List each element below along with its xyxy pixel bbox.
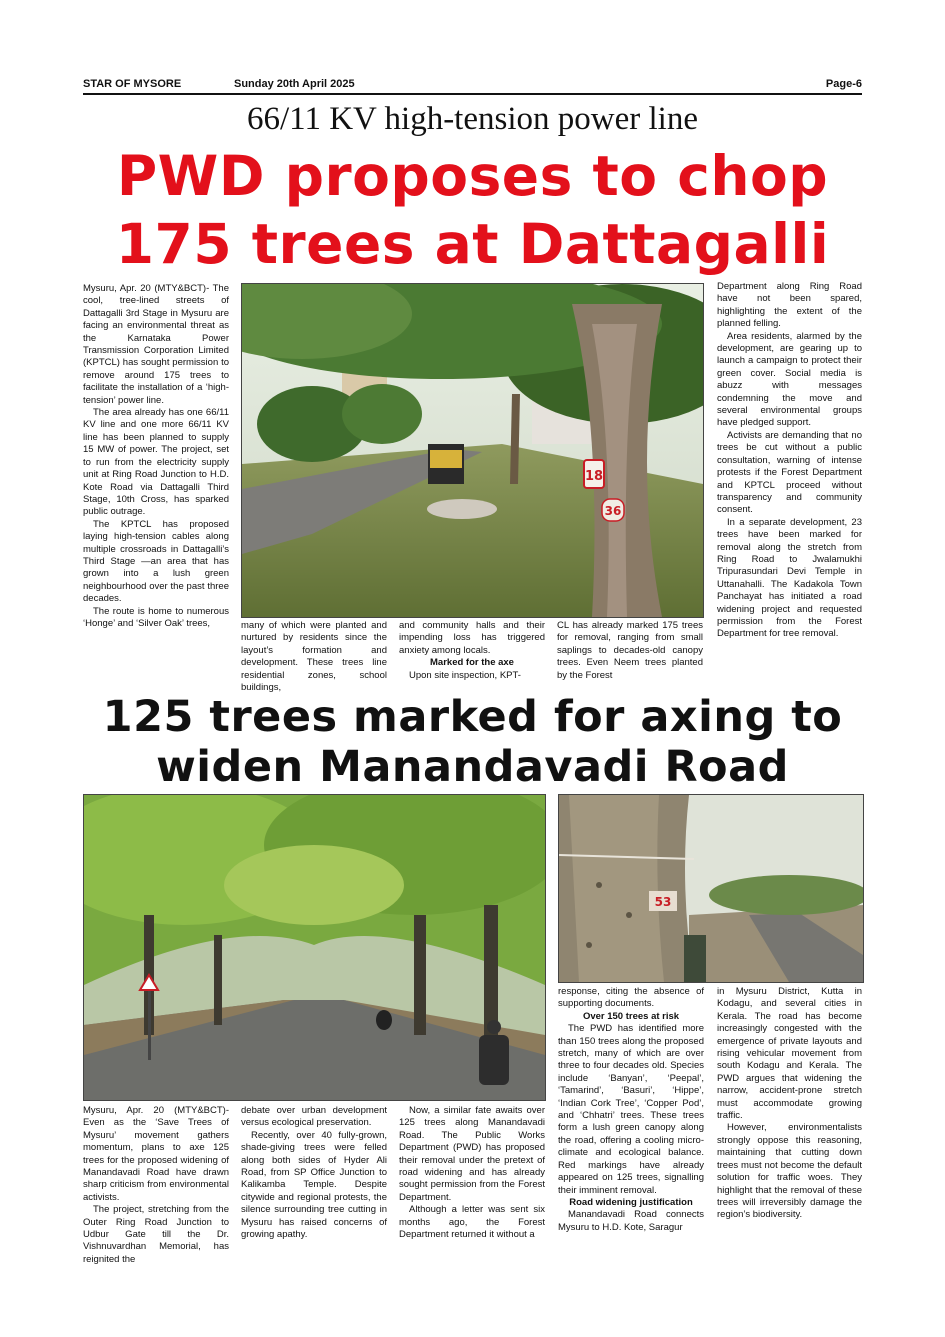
paragraph: CL has already marked 175 trees for removal, ranging from small saplings to decades-old canopy trees. Even Neem trees planted by the Forest: [557, 620, 703, 681]
paragraph: Mysuru, Apr. 20 (MTY&BCT)- Even as the ‘Save Trees of Mysuru’ movement gathers momentum, plans to axe 125 trees for the proposed widening of Manandavadi Road have drawn sharp criticism from environmental activists.: [83, 1105, 229, 1203]
story2-column-2: [241, 1105, 387, 1241]
story1-headline-line2: 175 trees at Dattagalli: [115, 212, 830, 276]
page-number: Page-6: [825, 78, 862, 90]
paragraph: Now, a similar fate awaits over 125 trees along Manandavadi Road. The Public Works Department (PWD) has proposed their removal under the pretext of road widening and has already sought permission from the Forest Department.: [399, 1105, 545, 1203]
paragraph: Manandavadi Road connects Mysuru to H.D. Kote, Saragur: [558, 1209, 704, 1233]
story2-column-5: [717, 986, 862, 1222]
story2-photo-marked-tree: [558, 794, 864, 983]
subheading: Over 150 trees at risk: [582, 1010, 680, 1022]
tree-tag-36: 36: [604, 504, 622, 518]
paragraph: The KPTCL has proposed laying high-tension cables along multiple crossroads in Dattagalli’s Third Stage —an area that has grown into a lush green neighbourhood over the past three decades.: [83, 518, 229, 605]
story2-column-1: [83, 1105, 229, 1266]
paragraph: Department along Ring Road have not been spared, highlighting the extent of the planned felling.: [717, 281, 862, 330]
paragraph: Recently, over 40 fully-grown, shade-giving trees were felled along both sides of Hyder Ali Road, from SP Office Junction to Kalikamba Temple. Despite citywide and regional protests, the silence surrounding tree cutting in Mysuru has raised concerns of growing apathy.: [241, 1129, 387, 1241]
story1-column-2: [241, 620, 387, 694]
paper-name: STAR OF MYSORE: [83, 78, 182, 90]
issue-date: Sunday 20th April 2025: [234, 78, 355, 90]
story1-kicker: 66/11 KV high-tension power line: [247, 101, 698, 137]
paragraph: many of which were planted and nurtured by residents since the layout’s formation and development. These trees line residential zones, school buildings,: [241, 620, 387, 694]
tree-tag-18: 18: [584, 469, 604, 484]
paragraph: However, environmentalists strongly oppose this reasoning, maintaining that cutting down trees must not become the default solution for traffic woes. They highlight that the removal of these trees will irreversibly damage the region’s biodiversity.: [717, 1122, 862, 1221]
story2-column-3: [399, 1105, 545, 1241]
story2-headline-line2: widen Manandavadi Road: [156, 742, 789, 792]
story1-column-5: [717, 281, 862, 641]
paragraph: Activists are demanding that no trees be cut without a public consultation, warning of intense protests if the Forest Department and KPTCL proceed without transparency and community consent.: [717, 429, 862, 516]
paragraph: Upon site inspection, KPT-: [409, 669, 521, 681]
subheading: Marked for the axe: [430, 657, 514, 669]
story2-photo-tree-canopy-road: [83, 794, 546, 1101]
paragraph: The area already has one 66/11 KV line and one more 66/11 KV line has been planned to supply 15 MW of power. The project, set to run from the electricity supply unit at Ring Road Junction to H.D. Kote Road via Dattagalli Third Stage, 10th Cross, has sparked public outrage.: [83, 407, 229, 518]
story1-photo-trees-marked: [241, 283, 704, 618]
story2-column-4: [558, 986, 704, 1234]
paragraph: In a separate development, 23 trees have been marked for removal along the stretch from Ring Road to Jwalamukhi Tripurasundari Devi Temple in Uttanahalli. The Kadakola Town Panchayat has initiated a road widening project and requested permission from the Forest Department for tree removal.: [717, 516, 862, 640]
story2-headline-line1: 125 trees marked for axing to: [102, 692, 843, 742]
tree-tag-53: 53: [654, 895, 672, 909]
paragraph: response, citing the absence of supporting documents.: [558, 986, 704, 1010]
paragraph: The project, stretching from the Outer Ring Road Junction to Udbur Gate till the Dr. Vishnuvardhan Memorial, has reignited the: [83, 1204, 229, 1265]
paragraph: debate over urban development versus ecological preservation.: [241, 1105, 387, 1129]
story1-column-4: [557, 620, 703, 682]
paragraph: in Mysuru District, Kutta in Kodagu, and several cities in Kerala. The road has become increasingly congested with the emergence of private layouts and rising vehicular movement from south Kodagu and Kerala. The PWD argues that widening the narrow, accident-prone stretch must accommodate growing traffic.: [717, 986, 862, 1122]
paragraph: Mysuru, Apr. 20 (MTY&BCT)- The cool, tree-lined streets of Dattagalli 3rd Stage in Mysuru are facing an environmental threat as the Karnataka Power Transmission Corporation Limited (KPTCL) has sought permission to remove around 175 trees to facilitate the installation of a ‘high-tension’ power line.: [83, 283, 229, 406]
story1-headline-line1: PWD proposes to chop: [116, 144, 829, 208]
masthead-rule: [83, 93, 862, 95]
paragraph: Although a letter was sent six months ago, the Forest Department returned it without a: [399, 1204, 545, 1241]
paragraph: Area residents, alarmed by the development, are gearing up to launch a campaign to protect their green cover. Social media is abuzz with messages condemning the move and several environmental groups have pledged support.: [717, 330, 862, 429]
paragraph: and community halls and their impending loss has triggered anxiety among locals.: [399, 620, 545, 656]
subheading: Road widening justification: [569, 1196, 693, 1208]
paragraph: The route is home to numerous ‘Honge’ and ‘Silver Oak’ trees,: [83, 605, 229, 629]
paragraph: The PWD has identified more than 150 trees along the proposed stretch, many of which are over three to four decades old. Species include ‘Banyan’, ‘Peepal’, ‘Tamarind’, ‘Basuri’, ‘Hippe’, ‘Indian Cork Tree’, ‘Copper Pod’, and ‘Chhatri’ trees. These trees form a lush green canopy along the road, offering a cooling micro-climate and ecological balance. Red markings have already appeared on 125 trees, signalling their imminent removal.: [558, 1023, 704, 1196]
story1-column-3: [399, 620, 545, 682]
story1-column-1: [83, 283, 229, 630]
